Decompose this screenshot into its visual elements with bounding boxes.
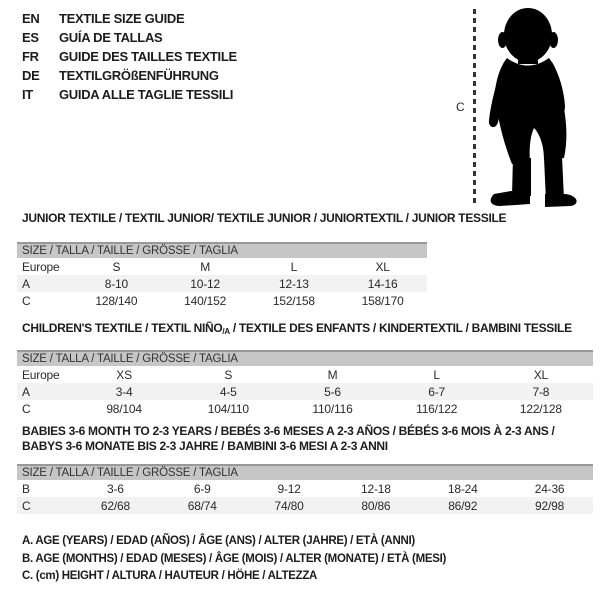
section-junior-textile xyxy=(17,211,507,309)
language-code: DE xyxy=(22,68,40,83)
footnote-age-years: A. AGE (YEARS) / EDAD (AÑOS) / ÂGE (ANS) / ALTER (JAHRE) / ETÀ (ANNI) xyxy=(22,535,415,547)
cell: 122/128 xyxy=(519,401,562,416)
size-header-bar: SIZE / TALLA / TAILLE / GRÖSSE / TAGLIA xyxy=(17,243,427,258)
cell: 18-24 xyxy=(447,481,478,496)
cell: 8-10 xyxy=(72,275,161,292)
cell: S xyxy=(112,259,121,274)
row-label: C xyxy=(22,401,31,416)
cell: 3-6 xyxy=(107,481,124,496)
junior-size-table xyxy=(17,242,427,309)
baby-silhouette-icon xyxy=(487,6,595,214)
cell: 116/122 xyxy=(416,401,458,416)
cell: 5-6 xyxy=(280,383,384,400)
section-title: JUNIOR TEXTILE / TEXTIL JUNIOR/ TEXTILE JUNIOR / JUNIORTEXTIL / JUNIOR TESSILE xyxy=(22,211,507,225)
cell: 12-13 xyxy=(250,275,339,292)
language-code: ES xyxy=(22,30,39,45)
language-row-en xyxy=(22,9,237,28)
section-title-line1: BABIES 3-6 MONTH TO 2-3 YEARS / BEBÉS 3-6 MESES A 2-3 AÑOS / BÉBÉS 3-6 MOIS À 2-3 ANS / xyxy=(22,424,555,438)
cell: 24-36 xyxy=(534,481,565,496)
footnote-age-months: B. AGE (MONTHS) / EDAD (MESES) / ÂGE (MOIS) / ALTER (MONATE) / ETÀ (MESI) xyxy=(22,552,447,565)
language-code: FR xyxy=(22,49,39,64)
language-row-es xyxy=(22,28,237,47)
cell: 6-7 xyxy=(385,383,489,400)
cell: XL xyxy=(533,367,549,382)
section-title xyxy=(22,321,593,339)
language-title-list xyxy=(22,9,237,104)
size-header-bar: SIZE / TALLA / TAILLE / GRÖSSE / TAGLIA xyxy=(17,351,593,366)
language-title: GUÍA DE TALLAS xyxy=(59,30,163,45)
section-title-subscript: /A xyxy=(222,327,230,336)
table-row-height xyxy=(17,497,593,514)
height-measure-label: C xyxy=(456,100,465,114)
height-measure-dashed-line xyxy=(473,9,476,206)
row-label: Europe xyxy=(22,367,60,382)
cell: 14-16 xyxy=(338,275,427,292)
cell: M xyxy=(200,259,211,274)
language-code: IT xyxy=(22,87,33,102)
cell: 62/68 xyxy=(72,497,159,514)
section-children-textile xyxy=(17,321,593,417)
size-header-bar: SIZE / TALLA / TAILLE / GRÖSSE / TAGLIA xyxy=(17,465,593,480)
cell: XL xyxy=(375,259,390,274)
cell: 6-9 xyxy=(193,481,211,496)
table-row-age xyxy=(17,275,427,292)
cell: 104/110 xyxy=(207,401,249,416)
language-row-it xyxy=(22,85,237,104)
footnote-legend xyxy=(22,533,446,586)
footnote-height-cm: C. (cm) HEIGHT / ALTURA / HAUTEUR / HÖHE / ALTEZZA xyxy=(22,570,318,582)
table-row-europe xyxy=(17,258,427,275)
cell: 92/98 xyxy=(506,497,593,514)
row-label: C xyxy=(22,293,31,308)
cell: 140/152 xyxy=(184,293,227,308)
section-title-rest: / TEXTILE DES ENFANTS / KINDERTEXTIL / BAMBINI TESSILE xyxy=(229,321,572,335)
size-header-row xyxy=(17,243,427,258)
row-label: Europe xyxy=(22,259,60,274)
size-header-row xyxy=(17,465,593,480)
cell: 9-12 xyxy=(277,481,301,496)
cell: 110/116 xyxy=(312,401,353,416)
cell: XS xyxy=(116,367,132,382)
language-title: TEXTILE SIZE GUIDE xyxy=(59,11,185,26)
language-title: TEXTILGRÖßENFÜHRUNG xyxy=(59,68,219,83)
language-code: EN xyxy=(22,11,40,26)
cell: 7-8 xyxy=(489,383,593,400)
table-row-height xyxy=(17,292,427,309)
table-row-months xyxy=(17,480,593,497)
row-label: A xyxy=(17,275,72,292)
language-title: GUIDE DES TAILLES TEXTILE xyxy=(59,49,237,64)
cell: L xyxy=(433,367,440,382)
cell: 74/80 xyxy=(246,497,333,514)
cell: 80/86 xyxy=(332,497,419,514)
row-label: A xyxy=(17,383,72,400)
table-row-europe xyxy=(17,366,593,383)
children-size-table xyxy=(17,350,593,417)
language-title: GUIDA ALLE TAGLIE TESSILI xyxy=(59,87,234,102)
size-header-row xyxy=(17,351,593,366)
row-label: B xyxy=(22,481,30,496)
section-babies-textile xyxy=(17,424,593,514)
babies-size-table xyxy=(17,464,593,514)
cell: 68/74 xyxy=(159,497,246,514)
row-label: C xyxy=(17,497,72,514)
section-title-line2: BABYS 3-6 MONATE BIS 2-3 JAHRE / BAMBINI 3-6 MESI A 2-3 ANNI xyxy=(22,439,388,453)
cell: 158/170 xyxy=(361,293,404,308)
language-row-fr xyxy=(22,47,237,66)
cell: S xyxy=(224,367,233,382)
cell: 12-18 xyxy=(361,481,391,496)
cell: M xyxy=(327,367,338,382)
cell: 152/158 xyxy=(272,293,315,308)
cell: 4-5 xyxy=(176,383,280,400)
table-row-height xyxy=(17,400,593,417)
cell: 3-4 xyxy=(72,383,176,400)
section-title-main: CHILDREN'S TEXTILE / TEXTIL NIÑO xyxy=(22,321,223,335)
cell: L xyxy=(290,259,298,274)
cell: 98/104 xyxy=(106,401,142,416)
table-row-age xyxy=(17,383,593,400)
cell: 86/92 xyxy=(419,497,506,514)
cell: 128/140 xyxy=(95,293,138,308)
language-row-de xyxy=(22,66,237,85)
cell: 10-12 xyxy=(161,275,250,292)
